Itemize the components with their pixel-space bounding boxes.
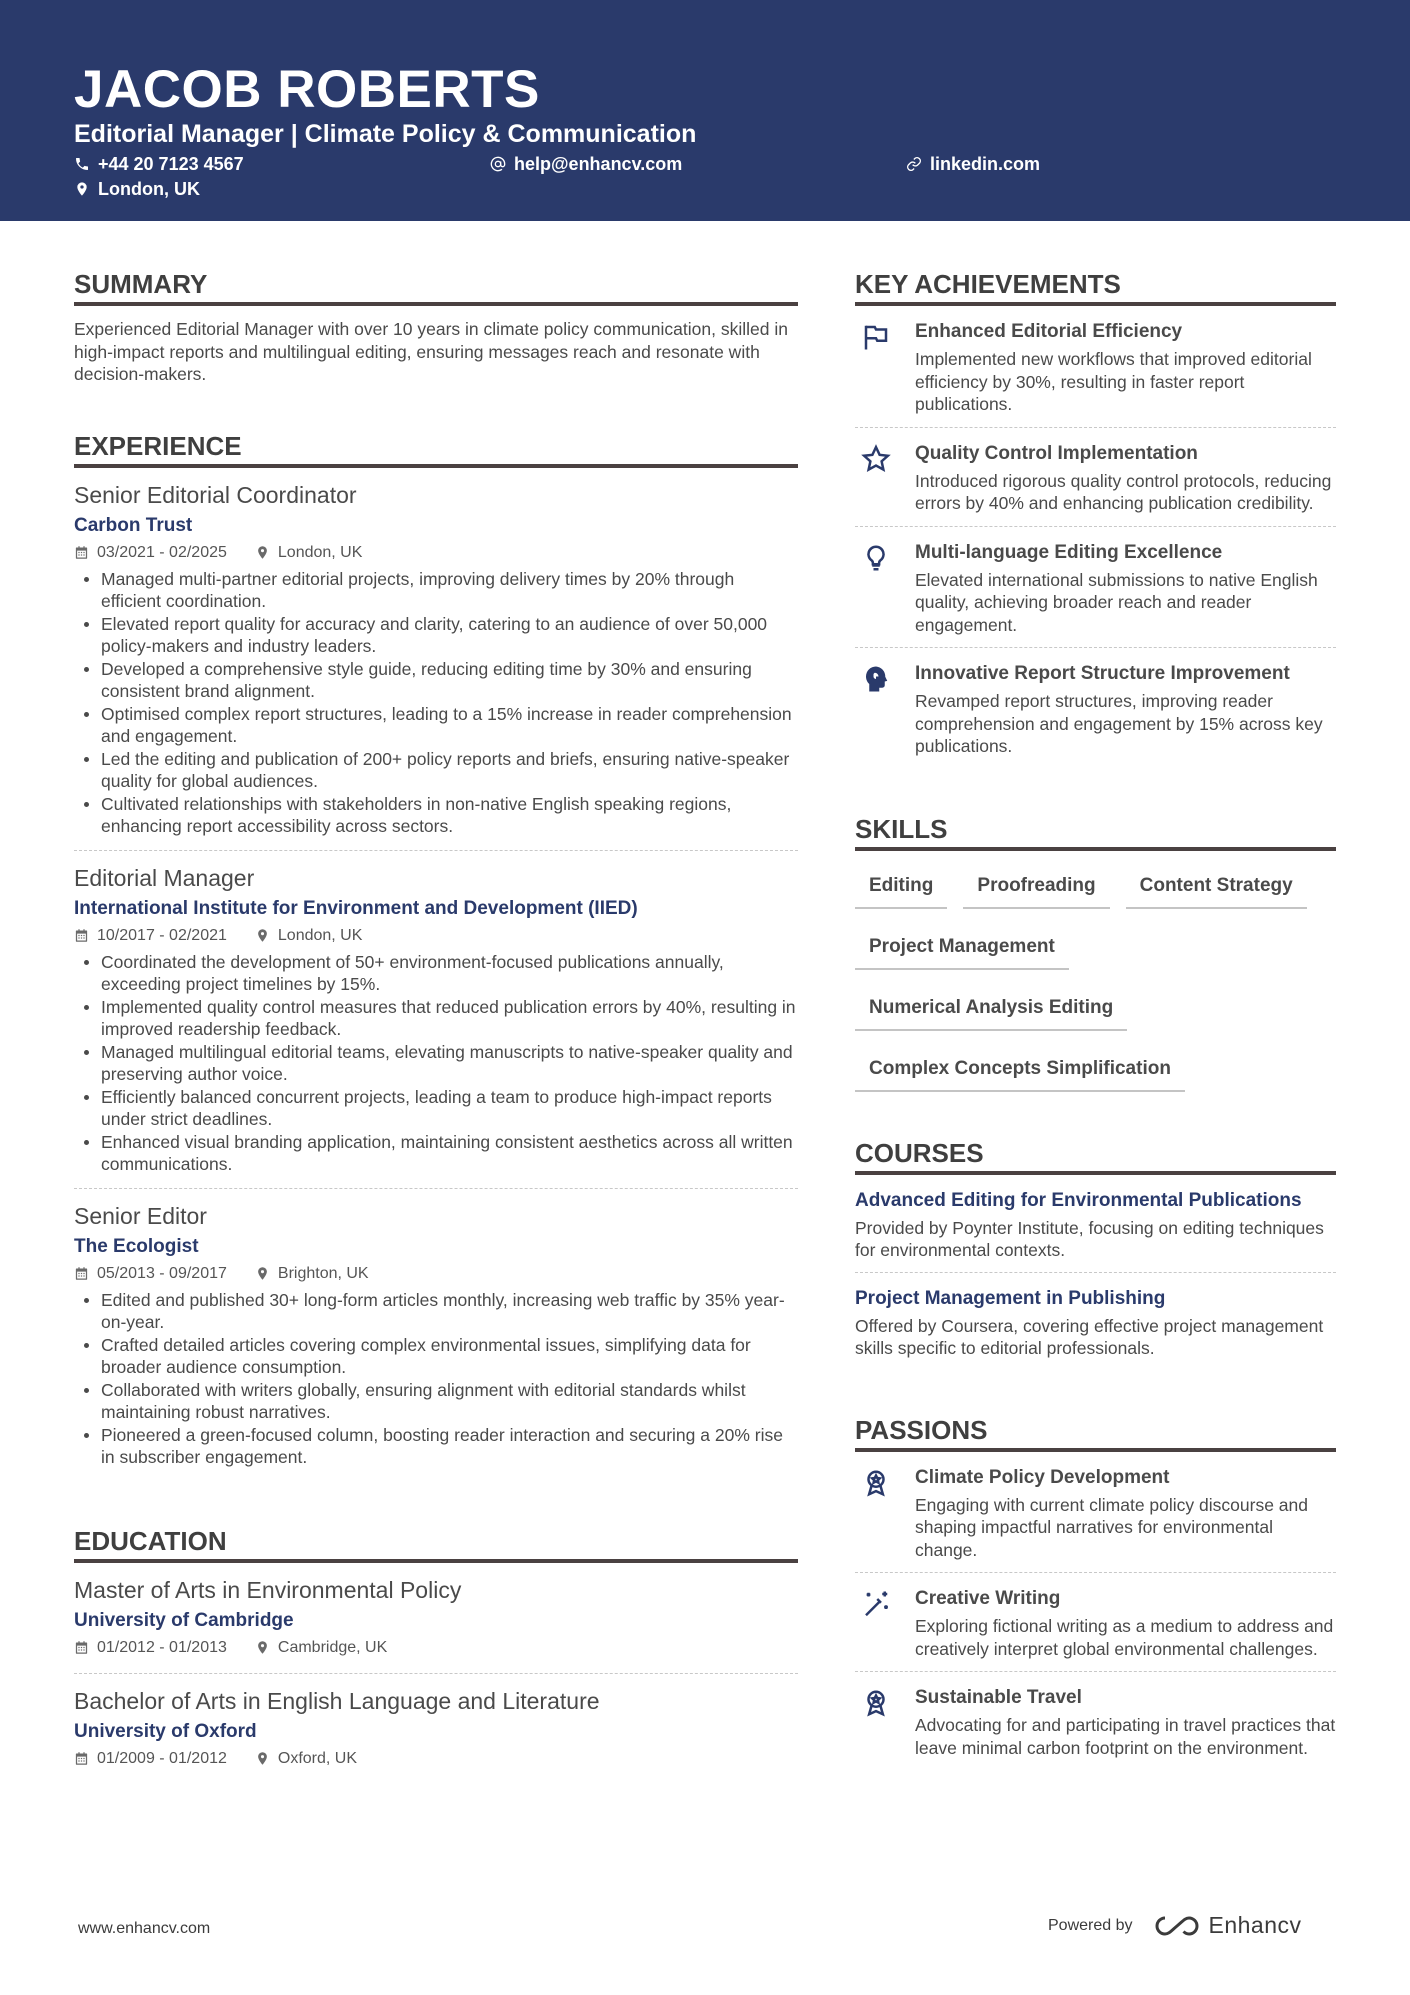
calendar-icon: [74, 1751, 89, 1766]
job-dates-text: 05/2013 - 09/2017: [97, 1264, 227, 1282]
brand-name: Enhancv: [1208, 1912, 1302, 1938]
summary-text: Experienced Editorial Manager with over 10 years in climate policy communication, skilled in high-impact reports and multilingual editing, ensuring messages reach and resonate with decision-makers.: [74, 319, 788, 384]
candidate-name: JACOB ROBERTS: [74, 60, 540, 119]
job-dates: [74, 542, 227, 564]
achievement-title: Enhanced Editorial Efficiency: [915, 321, 1183, 342]
achievement-item: [855, 539, 1336, 649]
job-dates-text: 03/2021 - 02/2025: [97, 543, 227, 561]
passions-title: PASSIONS: [855, 1414, 1336, 1452]
calendar-icon: [74, 1640, 89, 1655]
job-location-text: London, UK: [277, 543, 363, 561]
summary-section: [74, 268, 798, 386]
courses-section: [855, 1137, 1336, 1370]
job-title: Editorial Manager: [74, 864, 255, 891]
job-location-text: London, UK: [277, 926, 363, 944]
calendar-icon: [74, 1266, 89, 1281]
achievement-desc: Elevated international submissions to native English quality, achieving broader reach and reader engagement.: [915, 569, 1318, 635]
job-company: Carbon Trust: [74, 514, 193, 536]
flag-icon: [861, 322, 891, 352]
passion-title: Creative Writing: [915, 1588, 1061, 1609]
job-company: The Ecologist: [74, 1235, 199, 1257]
achievement-item: [855, 440, 1336, 527]
achievement-desc: Introduced rigorous quality control protocols, reducing errors by 40% and enhancing publication credibility.: [915, 470, 1332, 513]
skills-list: [855, 863, 1336, 1107]
link-icon: [906, 156, 922, 172]
passion-item: [855, 1464, 1336, 1574]
location-pin-icon: [255, 1266, 270, 1281]
experience-section: [74, 430, 798, 1481]
achievement-body: [915, 539, 1336, 637]
achievement-body: [915, 660, 1336, 758]
enhancv-logo-icon: [1153, 1913, 1201, 1939]
passion-body: [915, 1585, 1336, 1660]
bullet-item: Coordinated the development of 50+ environment-focused publications annually, exceeding project timelines by 15%.: [74, 951, 798, 996]
location-pin-icon: [255, 928, 270, 943]
education-location: [255, 1748, 357, 1770]
job-bullets: [74, 1289, 798, 1469]
skill-tag: Project Management: [855, 924, 1069, 970]
at-icon: [490, 156, 506, 172]
course-desc: Offered by Coursera, covering effective project management skills specific to editorial professionals.: [855, 1315, 1324, 1358]
achievement-body: [915, 440, 1336, 515]
education-title: EDUCATION: [74, 1525, 798, 1563]
passion-item: [855, 1684, 1336, 1770]
job-meta: [74, 925, 798, 947]
education-dates: [74, 1637, 227, 1659]
course-item: [855, 1285, 1336, 1370]
achievement-body: [915, 318, 1336, 416]
contact-phone[interactable]: [74, 152, 244, 176]
job-bullets: [74, 568, 798, 838]
education-meta: [74, 1637, 798, 1659]
education-dates-text: 01/2012 - 01/2013: [97, 1638, 227, 1656]
education-location-text: Oxford, UK: [277, 1749, 358, 1767]
star-icon: [861, 444, 891, 474]
calendar-icon: [74, 928, 89, 943]
location-pin-icon: [255, 1640, 270, 1655]
job-meta: [74, 1263, 798, 1285]
achievement-item: [855, 660, 1336, 769]
job-location: [255, 542, 363, 564]
bullet-item: Edited and published 30+ long-form articles monthly, increasing web traffic by 35% year-on-year.: [74, 1289, 798, 1334]
course-title: Project Management in Publishing: [855, 1287, 1166, 1309]
brand-logo[interactable]: [1153, 1912, 1302, 1939]
bullet-item: Led the editing and publication of 200+ policy reports and briefs, ensuring native-speaker quality for global audiences.: [74, 748, 798, 793]
school-name: University of Oxford: [74, 1720, 257, 1742]
bullet-item: Enhanced visual branding application, maintaining consistent aesthetics across all written communications.: [74, 1131, 798, 1176]
passions-section: [855, 1414, 1336, 1771]
passion-icon-wrap: [855, 1684, 915, 1759]
job-meta: [74, 542, 798, 564]
degree-title: Bachelor of Arts in English Language and Literature: [74, 1687, 600, 1714]
skill-tag: Content Strategy: [1126, 863, 1307, 909]
skills-section: [855, 813, 1336, 1107]
resume-header: [0, 0, 1410, 221]
achievement-icon-wrap: [855, 660, 915, 758]
achievement-desc: Revamped report structures, improving reader comprehension and engagement by 15% across key publications.: [915, 691, 1323, 756]
school-name: University of Cambridge: [74, 1609, 294, 1631]
degree-title: Master of Arts in Environmental Policy: [74, 1576, 462, 1603]
passion-desc: Advocating for and participating in travel practices that leave minimal carbon footprint on the environment.: [915, 1715, 1336, 1758]
location-pin-icon: [255, 1751, 270, 1766]
job-location: [255, 925, 363, 947]
bullet-item: Crafted detailed articles covering complex environmental issues, simplifying data for broader audience consumption.: [74, 1334, 798, 1379]
skill-tag: Numerical Analysis Editing: [855, 985, 1127, 1031]
achievement-title: Multi-language Editing Excellence: [915, 541, 1223, 563]
education-entry: [74, 1686, 798, 1784]
passion-body: [915, 1684, 1336, 1759]
passion-title: Climate Policy Development: [915, 1466, 1170, 1488]
bullet-item: Efficiently balanced concurrent projects, leading a team to produce high-impact reports under strict deadlines.: [74, 1086, 798, 1131]
achievement-item: [855, 318, 1336, 428]
contact-email[interactable]: [490, 152, 682, 176]
job-location-text: Brighton, UK: [277, 1264, 369, 1282]
skill-tag: Proofreading: [963, 863, 1109, 909]
course-desc: Provided by Poynter Institute, focusing on editing techniques for environmental contexts.: [855, 1217, 1324, 1260]
experience-title: EXPERIENCE: [74, 430, 798, 468]
job-title: Senior Editorial Coordinator: [74, 481, 357, 508]
course-title: Advanced Editing for Environmental Publications: [855, 1189, 1302, 1211]
education-dates-text: 01/2009 - 01/2012: [97, 1749, 227, 1767]
job-bullets: [74, 951, 798, 1176]
skills-title: SKILLS: [855, 813, 1336, 851]
job-dates: [74, 1263, 227, 1285]
education-section: [74, 1525, 798, 1784]
course-item: [855, 1187, 1336, 1273]
location-pin-icon: [255, 545, 270, 560]
achievement-title: Quality Control Implementation: [915, 442, 1198, 464]
passion-desc: Engaging with current climate policy discourse and shaping impactful narratives for environmental change.: [915, 1494, 1308, 1560]
bullet-item: Implemented quality control measures that reduced publication errors by 40%, resulting in improved readership feedback.: [74, 996, 798, 1041]
courses-title: COURSES: [855, 1137, 1336, 1175]
bullet-item: Developed a comprehensive style guide, reducing editing time by 30% and ensuring consistent brand alignment.: [74, 658, 798, 703]
footer-website[interactable]: www.enhancv.com: [78, 1920, 211, 1937]
achievement-icon-wrap: [855, 440, 915, 515]
passion-title: Sustainable Travel: [915, 1687, 1082, 1708]
bullet-item: Managed multi-partner editorial projects, improving delivery times by 20% through efficient coordination.: [74, 568, 798, 613]
achievement-desc: Implemented new workflows that improved editorial efficiency by 30%, resulting in faster report publications.: [915, 349, 1312, 414]
contact-location: [74, 177, 200, 201]
linkedin-text: linkedin.com: [930, 154, 1041, 174]
bullet-item: Optimised complex report structures, leading to a 15% increase in reader comprehension and engagement.: [74, 703, 798, 748]
award-icon: [861, 1688, 891, 1718]
job-title: Senior Editor: [74, 1202, 207, 1229]
education-location: [255, 1637, 387, 1659]
bullet-item: Elevated report quality for accuracy and clarity, catering to an audience of over 50,000 policy-makers and industry leaders.: [74, 613, 798, 658]
achievement-icon-wrap: [855, 539, 915, 637]
job-entry: [74, 480, 798, 851]
education-entry: [74, 1575, 798, 1674]
contact-linkedin[interactable]: [906, 152, 1040, 176]
achievement-icon-wrap: [855, 318, 915, 416]
award-icon: [861, 1468, 891, 1498]
achievements-section: [855, 268, 1336, 769]
job-entry: [74, 1201, 798, 1481]
achievement-title: Innovative Report Structure Improvement: [915, 663, 1290, 684]
education-meta: [74, 1748, 798, 1770]
passion-icon-wrap: [855, 1464, 915, 1562]
magic-wand-icon: [861, 1589, 891, 1619]
job-company: International Institute for Environment and Development (IIED): [74, 897, 638, 919]
location-pin-icon: [74, 181, 90, 197]
calendar-icon: [74, 545, 89, 560]
bullet-item: Managed multilingual editorial teams, elevating manuscripts to native-speaker quality and preserving author voice.: [74, 1041, 798, 1086]
lightbulb-icon: [861, 543, 891, 573]
passion-body: [915, 1464, 1336, 1562]
job-entry: [74, 863, 798, 1189]
candidate-headline: Editorial Manager | Climate Policy & Communication: [74, 120, 697, 148]
right-column: [855, 268, 1336, 1814]
job-dates-text: 10/2017 - 02/2021: [97, 926, 227, 944]
left-column: [74, 268, 798, 1828]
passion-item: [855, 1585, 1336, 1672]
job-location: [255, 1263, 369, 1285]
bullet-item: Cultivated relationships with stakeholders in non-native English speaking regions, enhancing report accessibility across sectors.: [74, 793, 798, 838]
passion-icon-wrap: [855, 1585, 915, 1660]
achievements-title: KEY ACHIEVEMENTS: [855, 268, 1336, 306]
education-location-text: Cambridge, UK: [277, 1638, 388, 1656]
bullet-item: Collaborated with writers globally, ensuring alignment with editorial standards whilst maintaining robust narratives.: [74, 1379, 798, 1424]
passion-desc: Exploring fictional writing as a medium to address and creatively interpret global environmental challenges.: [915, 1616, 1334, 1659]
skill-tag: Complex Concepts Simplification: [855, 1046, 1185, 1092]
summary-title: SUMMARY: [74, 268, 798, 306]
powered-by-text: Powered by: [1048, 1916, 1133, 1934]
job-dates: [74, 925, 227, 947]
footer-branding: [1048, 1912, 1302, 1939]
email-text: help@enhancv.com: [514, 154, 683, 174]
phone-icon: [74, 156, 90, 172]
head-icon: [861, 664, 891, 694]
bullet-item: Pioneered a green-focused column, boosting reader interaction and securing a 20% rise in subscriber engagement.: [74, 1424, 798, 1469]
education-dates: [74, 1748, 227, 1770]
location-text: London, UK: [98, 179, 200, 199]
phone-text: +44 20 7123 4567: [98, 154, 244, 174]
skill-tag: Editing: [855, 863, 947, 909]
